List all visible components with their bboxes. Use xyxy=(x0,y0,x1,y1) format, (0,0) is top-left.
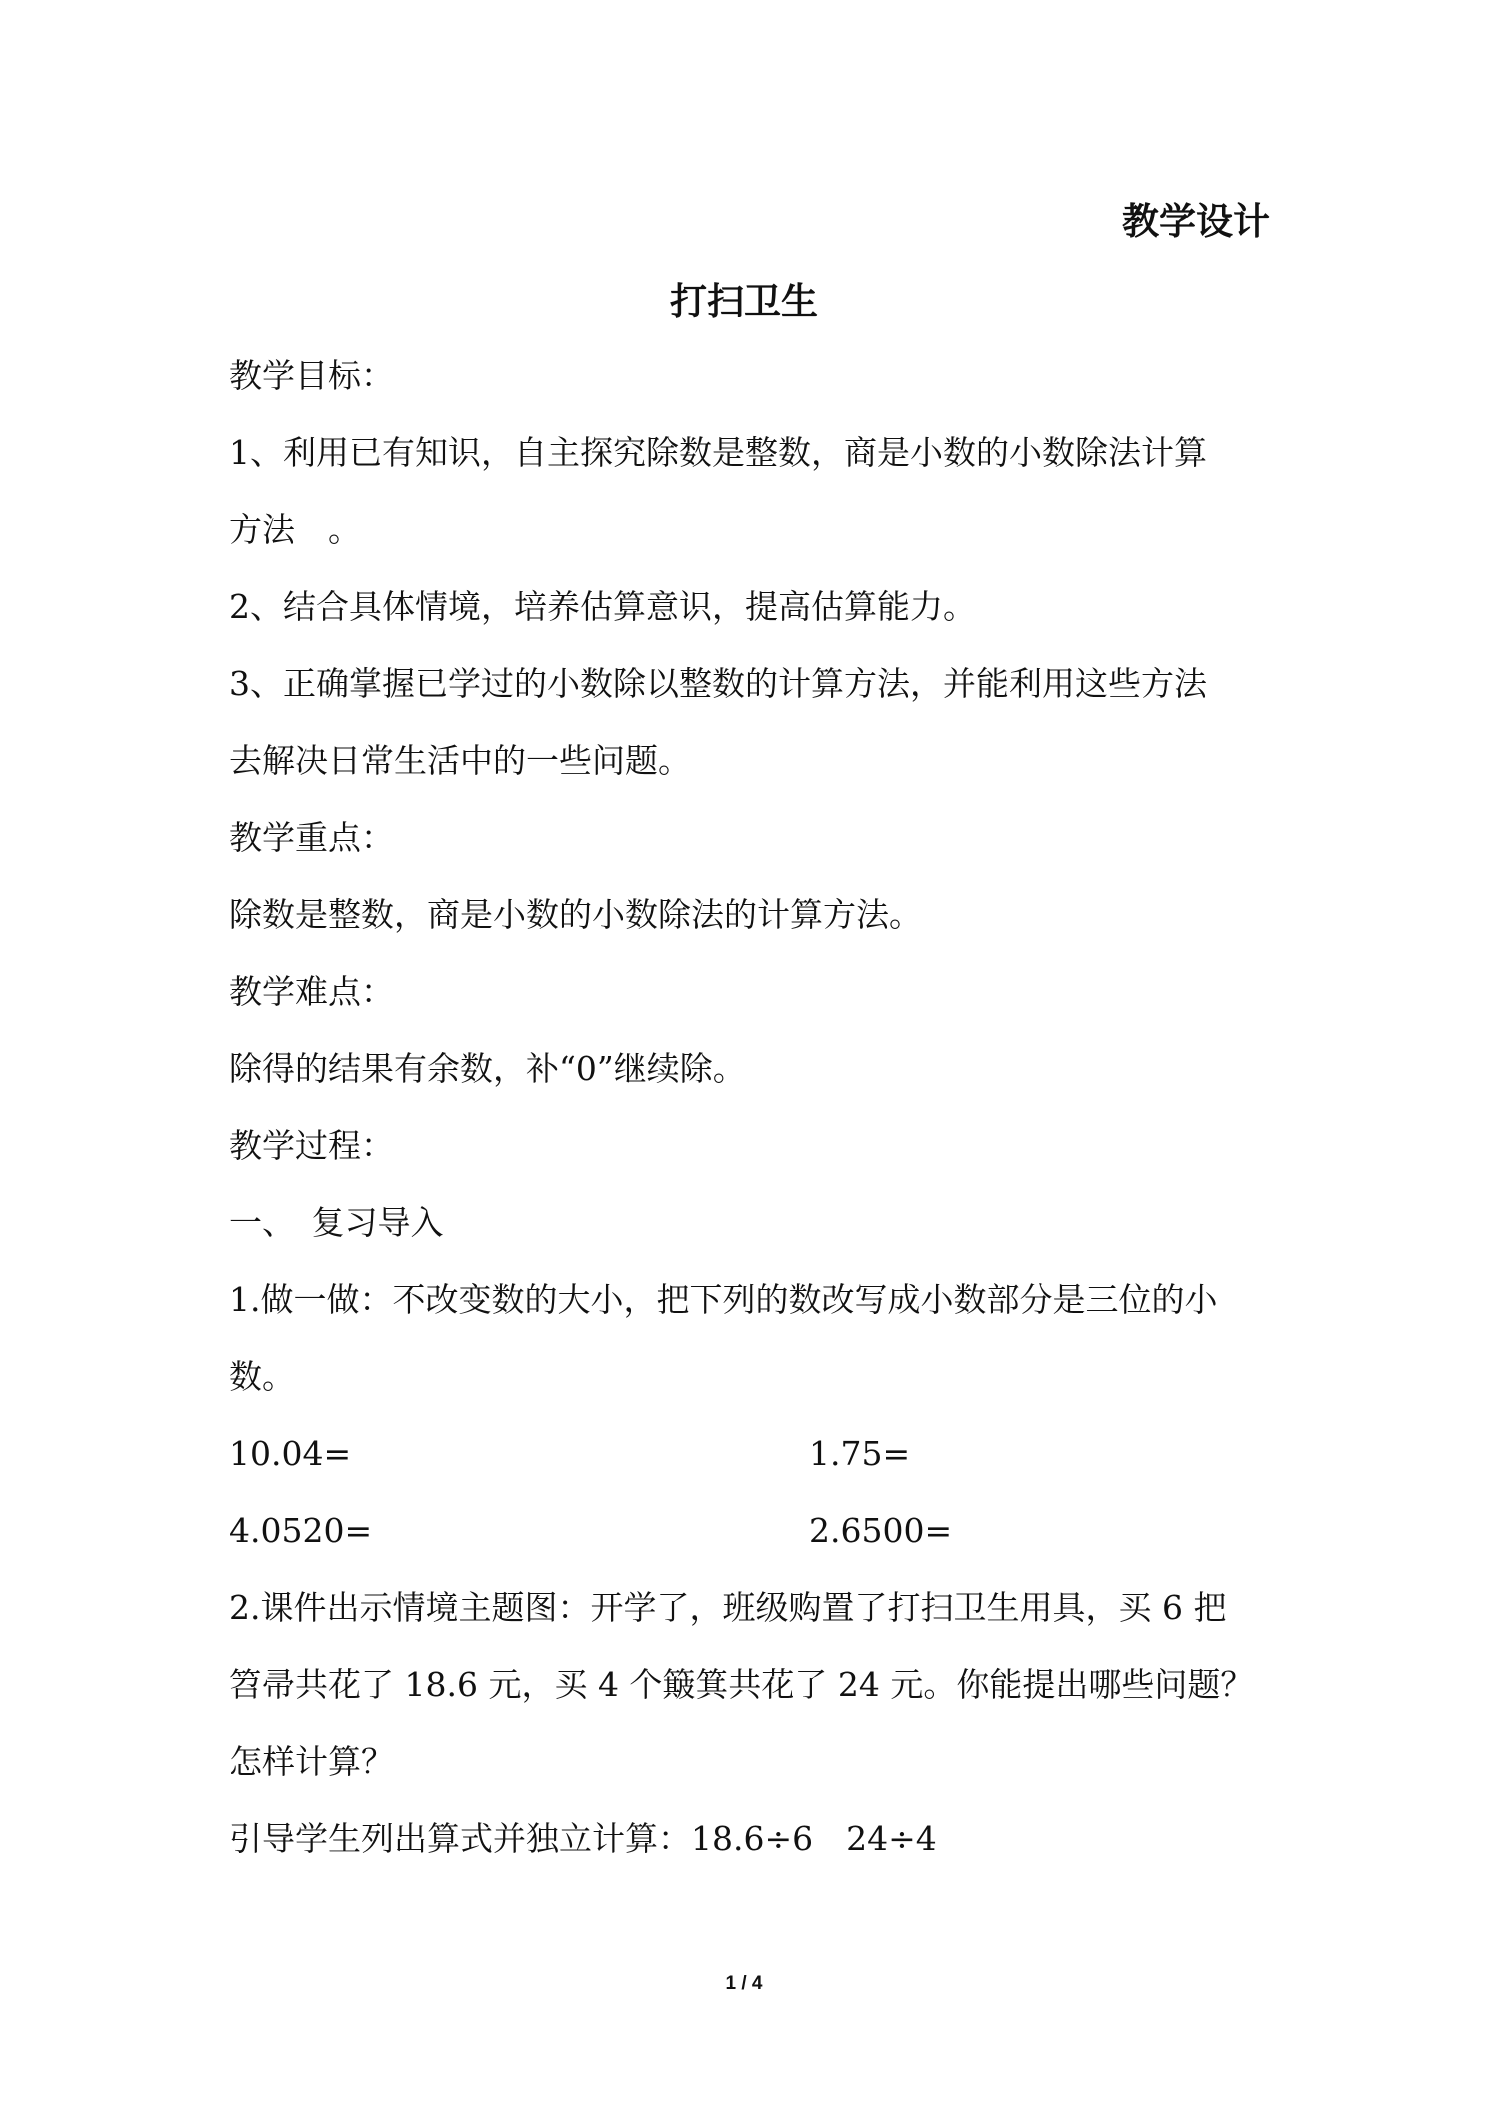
objectives-heading: 教学目标： xyxy=(229,356,394,395)
section-1-heading: 一、 复习导入 xyxy=(229,1203,444,1242)
exercise-1b: 1.75= xyxy=(809,1434,911,1473)
objective-1-line-1: 1、利用已有知识，自主探究除数是整数，商是小数的小数除法计算 xyxy=(229,433,1207,472)
exercise-row-2 xyxy=(229,1511,1269,1551)
objective-2: 2、结合具体情境，培养估算意识，提高估算能力。 xyxy=(229,587,976,626)
key-point-heading: 教学重点： xyxy=(229,818,394,857)
task-2-line-1: 2.课件出示情境主题图：开学了，班级购置了打扫卫生用具，买 6 把 xyxy=(229,1588,1227,1627)
key-point-text: 除数是整数，商是小数的小数除法的计算方法。 xyxy=(229,895,922,934)
document-type-header: 教学设计 xyxy=(1122,200,1270,243)
objective-3-line-1: 3、正确掌握已学过的小数除以整数的计算方法，并能利用这些方法 xyxy=(229,664,1207,703)
objective-3-line-2: 去解决日常生活中的一些问题。 xyxy=(229,741,691,780)
difficulty-text: 除得的结果有余数，补“0”继续除。 xyxy=(229,1049,746,1088)
process-heading: 教学过程： xyxy=(229,1126,394,1165)
exercise-1a: 10.04= xyxy=(229,1434,352,1473)
exercise-2b: 2.6500= xyxy=(809,1511,953,1550)
objective-1-line-2: 方法 。 xyxy=(229,510,361,549)
task-1-line-2: 数。 xyxy=(229,1357,295,1396)
guide-text: 引导学生列出算式并独立计算：18.6÷6 24÷4 xyxy=(229,1819,937,1858)
task-2-line-3: 怎样计算？ xyxy=(229,1742,394,1781)
task-1-line-1: 1.做一做：不改变数的大小，把下列的数改写成小数部分是三位的小 xyxy=(229,1280,1218,1319)
task-2-line-2: 笤帚共花了 18.6 元，买 4 个簸箕共花了 24 元。你能提出哪些问题？ xyxy=(229,1665,1254,1704)
page-number: 1 / 4 xyxy=(725,1973,763,1994)
lesson-title: 打扫卫生 xyxy=(670,280,818,323)
exercise-row-1 xyxy=(229,1434,1269,1474)
difficulty-heading: 教学难点： xyxy=(229,972,394,1011)
exercise-2a: 4.0520= xyxy=(229,1511,373,1550)
